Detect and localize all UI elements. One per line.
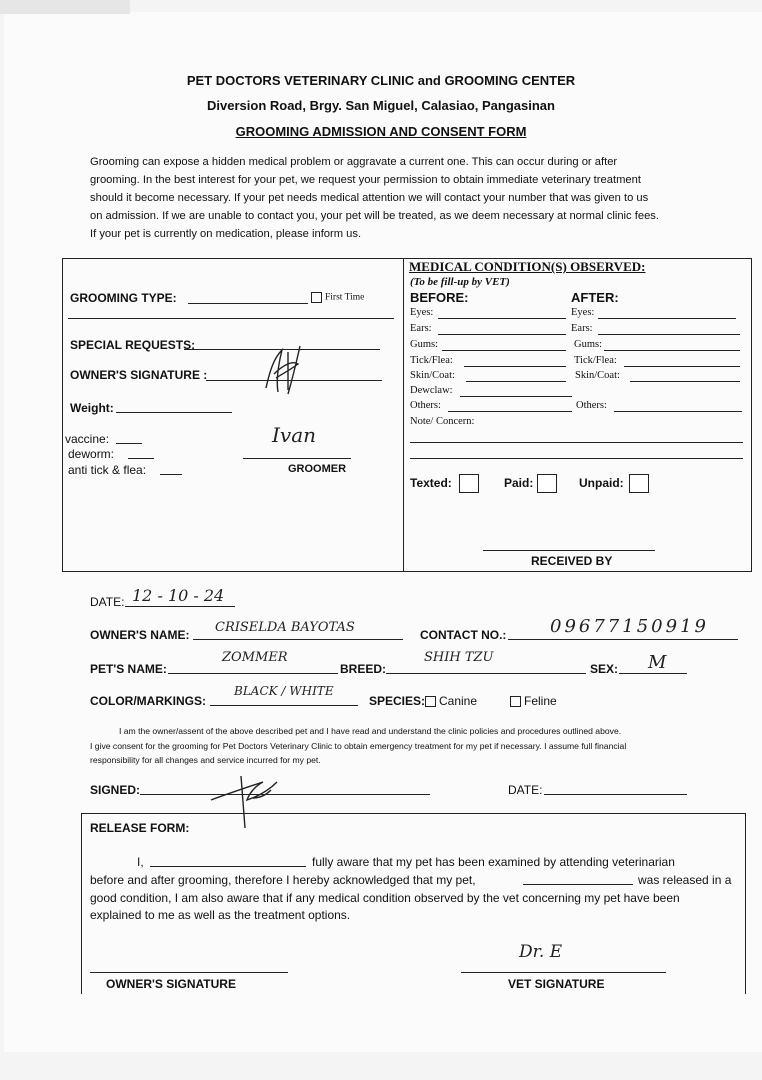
received-by-line (483, 550, 655, 551)
after-heading: AFTER: (571, 290, 619, 305)
signed-label: SIGNED: (90, 783, 141, 797)
date2-label: DATE: (508, 783, 543, 797)
paid-label: Paid: (504, 476, 534, 490)
before-gums-field[interactable] (442, 350, 566, 351)
release-pet-field[interactable] (523, 884, 633, 885)
owner-signature-line[interactable] (90, 972, 288, 973)
color-value: BLACK / WHITE (234, 684, 334, 698)
first-time-checkbox[interactable] (311, 292, 364, 303)
after-tick: Tick/Flea: (574, 355, 617, 366)
release-line-3: good condition, I am also aware that if any medical condition observed by the vet concerning my pet have been (90, 891, 680, 905)
weight-label: Weight: (70, 401, 114, 415)
date2-field[interactable] (544, 794, 687, 795)
vet-only-note: (To be fill-up by VET) (410, 276, 510, 288)
breed-label: BREED: (340, 662, 387, 676)
release-title: RELEASE FORM: (90, 821, 190, 835)
clinic-name: PET DOCTORS VETERINARY CLINIC and GROOMING CENTER (186, 73, 576, 88)
after-ears: Ears: (571, 323, 593, 334)
box-divider (403, 258, 404, 572)
before-tick-field[interactable] (464, 366, 566, 367)
note-line-1[interactable] (410, 442, 743, 443)
special-requests-label: SPECIAL REQUESTS: (70, 338, 196, 352)
checkbox-icon (311, 292, 322, 303)
consent-line-2: I give consent for the grooming for Pet Doctors Veterinary Clinic to obtain emergency treatment for my pet if necessary. I assume full financial (90, 741, 627, 751)
deworm-label: deworm: (68, 447, 115, 461)
release-line-4: explained to me as well as the treatment options. (90, 908, 351, 922)
date-field[interactable] (125, 606, 235, 607)
contact-value: 09677150919 (550, 616, 709, 637)
medical-condition-title: MEDICAL CONDITION(S) OBSERVED: (409, 259, 646, 274)
owner-signature-scribble (248, 340, 320, 400)
before-eyes: Eyes: (410, 307, 434, 318)
after-skin: Skin/Coat: (575, 370, 620, 381)
anti-tick-label: anti tick & flea: (68, 463, 147, 477)
after-gums-field[interactable] (604, 350, 740, 351)
owner-signature-label: OWNER'S SIGNATURE (106, 977, 236, 991)
species-label: SPECIES: (369, 694, 426, 708)
before-others-field[interactable] (448, 411, 572, 412)
vaccine-field[interactable] (116, 443, 142, 444)
first-time-label: First Time (325, 292, 365, 303)
feline-label: Feline (524, 694, 557, 708)
before-others: Others: (410, 400, 441, 411)
anti-tick-field[interactable] (160, 474, 182, 475)
contact-field[interactable] (508, 639, 738, 640)
owners-signature-label: OWNER'S SIGNATURE : (70, 368, 208, 382)
color-label: COLOR/MARKINGS: (90, 694, 206, 708)
release-line-1b: fully aware that my pet has been examined by attending veterinarian (312, 855, 675, 869)
date-value: 12 - 10 - 24 (132, 586, 225, 605)
grooming-type-label: GROOMING TYPE: (70, 291, 177, 305)
before-skin-field[interactable] (466, 381, 566, 382)
received-by-label: RECEIVED BY (531, 554, 613, 568)
release-line-1a: I, (137, 855, 144, 869)
before-ears-field[interactable] (438, 334, 566, 335)
after-others-field[interactable] (614, 411, 742, 412)
release-line-2a: before and after grooming, therefore I hereby acknowledged that my pet, (90, 873, 476, 887)
sex-label: SEX: (590, 662, 619, 676)
owners-name-label: OWNER'S NAME: (90, 628, 190, 642)
date-label: DATE: (90, 595, 125, 609)
before-gums: Gums: (410, 339, 439, 350)
consent-line-3: responsibility for all changes and service incurred for my pet. (90, 755, 321, 765)
after-ears-field[interactable] (598, 334, 740, 335)
intro-line-4: on admission. If we are unable to contact you, your pet will be treated, as we deem necessary at normal clinic fees. (90, 210, 659, 222)
pets-name-field[interactable] (168, 673, 338, 674)
paid-checkbox[interactable] (537, 474, 557, 493)
after-tick-field[interactable] (624, 366, 740, 367)
weight-field[interactable] (116, 412, 232, 413)
release-line-2b: was released in a (638, 873, 732, 887)
checkbox-icon (510, 696, 521, 707)
before-skin: Skin/Coat: (410, 370, 455, 381)
after-others: Others: (576, 400, 607, 411)
groomer-label: GROOMER (288, 463, 347, 475)
before-heading: BEFORE: (410, 290, 469, 305)
after-gums: Gums: (574, 339, 603, 350)
after-skin-field[interactable] (630, 381, 740, 382)
contact-label: CONTACT NO.: (420, 628, 507, 642)
vet-signature-label: VET SIGNATURE (508, 977, 605, 991)
intro-line-2: grooming. In the best interest for your pet, we request your permission to obtain immediate veterinary treatment (90, 174, 641, 186)
unpaid-checkbox[interactable] (629, 474, 649, 493)
deworm-field[interactable] (128, 458, 154, 459)
intro-line-1: Grooming can expose a hidden medical problem or aggravate a current one. This can occur during or after (90, 156, 618, 168)
note-concern: Note/ Concern: (410, 416, 475, 427)
consent-line-1: I am the owner/assent of the above described pet and I have read and understand the clinic policies and procedures outlined above. (119, 726, 622, 736)
form-title: GROOMING ADMISSION AND CONSENT FORM (235, 124, 527, 139)
after-eyes-field[interactable] (598, 318, 736, 319)
before-ears: Ears: (410, 323, 432, 334)
owners-name-field[interactable] (193, 639, 403, 640)
before-dewclaw-field[interactable] (460, 396, 572, 397)
breed-value: SHIH TZU (424, 650, 494, 665)
canine-label: Canine (439, 694, 478, 708)
feline-option[interactable] (510, 694, 557, 708)
canine-option[interactable] (425, 694, 477, 708)
page-fold (0, 0, 130, 14)
sex-value: M (648, 652, 667, 673)
breed-field[interactable] (386, 673, 586, 674)
before-dewclaw: Dewclaw: (410, 385, 453, 396)
grooming-type-line-2[interactable] (68, 318, 394, 319)
pets-name-value: ZOMMER (222, 650, 288, 665)
sex-field[interactable] (619, 673, 687, 674)
groomer-signature-line (243, 458, 351, 459)
texted-checkbox[interactable] (459, 474, 479, 493)
before-eyes-field[interactable] (438, 318, 566, 319)
owners-name-value: CRISELDA BAYOTAS (215, 620, 355, 635)
texted-label: Texted: (410, 476, 452, 490)
vet-signature-value: Dr. E (519, 942, 563, 962)
after-eyes: Eyes: (571, 307, 595, 318)
release-name-field[interactable] (150, 866, 306, 867)
color-field[interactable] (210, 705, 358, 706)
vet-signature-line[interactable] (461, 972, 666, 973)
before-tick: Tick/Flea: (410, 355, 453, 366)
grooming-type-field[interactable] (188, 303, 308, 304)
intro-line-3: should it become necessary. If your pet needs medical attention we will contact your number that was given to us (90, 192, 649, 204)
admission-box (62, 258, 752, 572)
pets-name-label: PET'S NAME: (90, 662, 167, 676)
intro-line-5: If your pet is currently on medication, please inform us. (90, 228, 362, 240)
note-line-2[interactable] (410, 458, 743, 459)
groomer-name: Ivan (272, 423, 317, 447)
clinic-address: Diversion Road, Brgy. San Miguel, Calasiao, Pangasinan (207, 98, 555, 113)
unpaid-label: Unpaid: (579, 476, 624, 490)
vaccine-label: vaccine: (65, 432, 110, 446)
checkbox-icon (425, 696, 436, 707)
